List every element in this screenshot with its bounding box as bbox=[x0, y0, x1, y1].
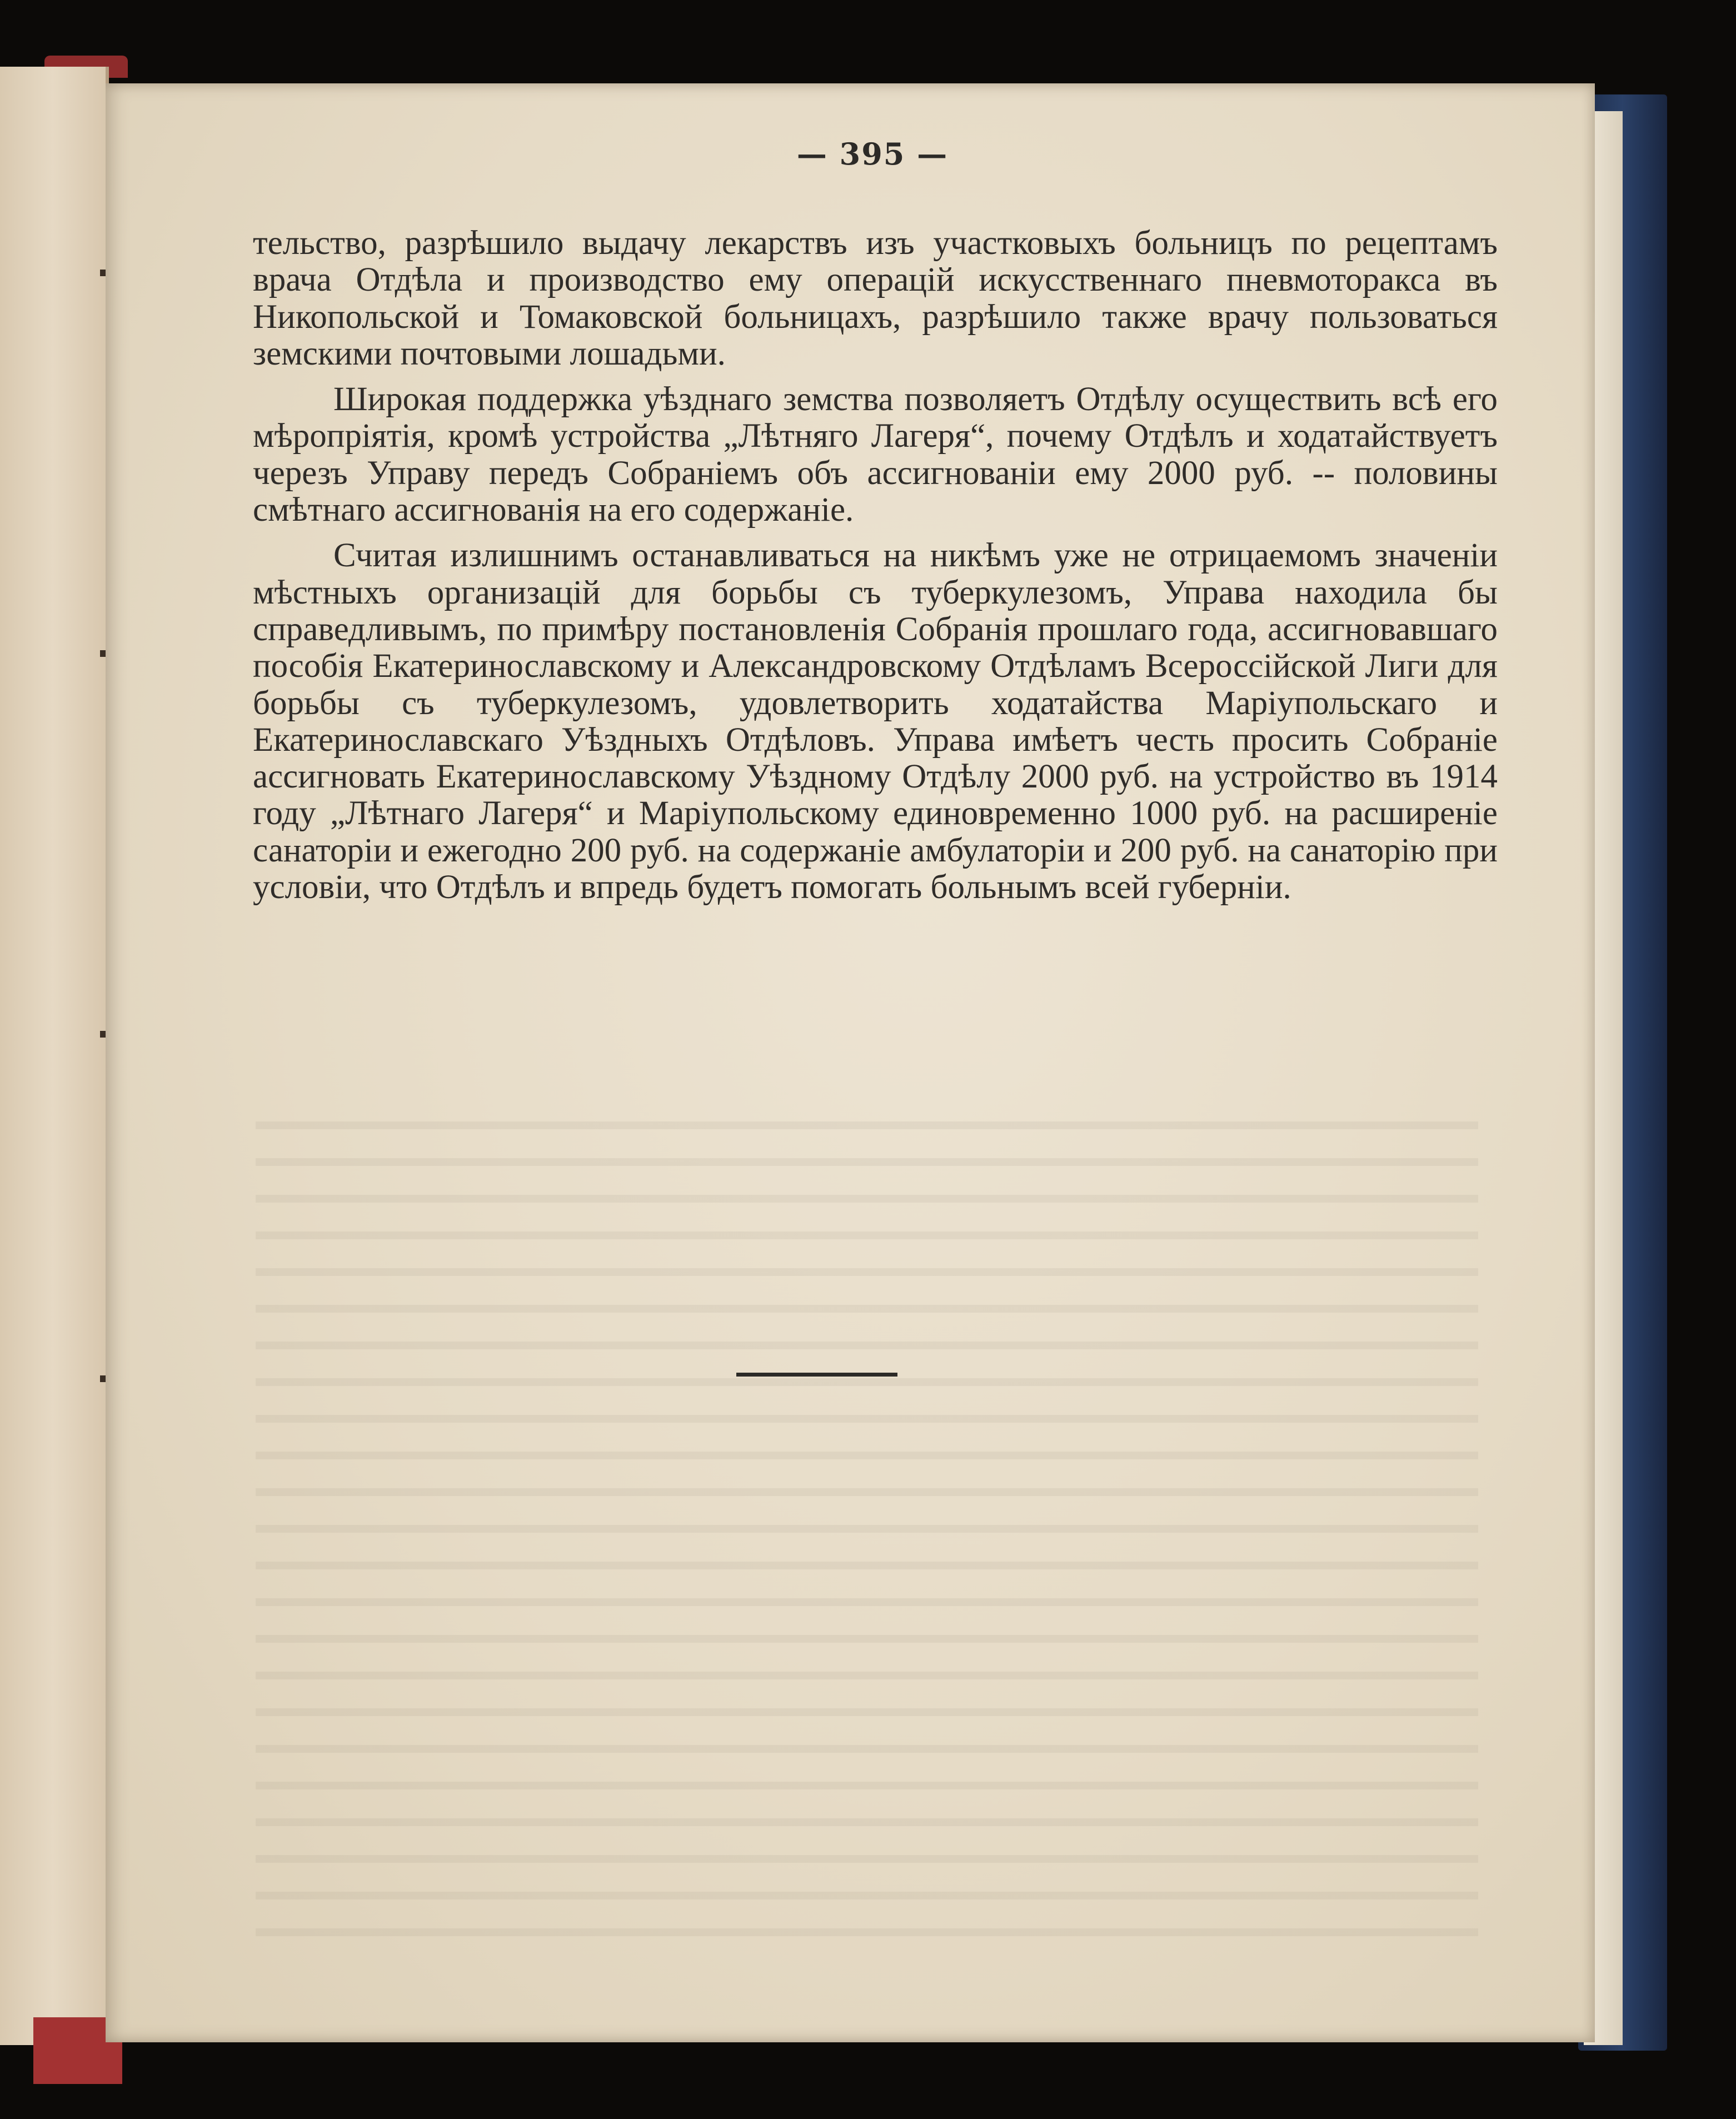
previous-page-edge bbox=[0, 67, 109, 2045]
page-number: — 395 — bbox=[796, 136, 949, 172]
section-separator-rule bbox=[736, 1373, 897, 1377]
paragraph-continuation: тельство, разрѣшило выдачу лекарствъ изъ участковыхъ больницъ по рецептамъ врача Отдѣла и производство ему операцій искусственнаго пневмоторакса въ Никопольской и Томаковской больницахъ, разрѣшило также врачу пользоваться земскими почтовыми лошадьми. bbox=[253, 225, 1498, 372]
body-text bbox=[253, 225, 1498, 915]
paragraph-support: Широкая поддержка уѣзднаго земства позволяетъ Отдѣлу осуществить всѣ его мѣропріятія, кромѣ устройства „Лѣтняго Лагеря“, почему Отдѣлъ и ходатайствуетъ черезъ Управу передъ Собраніемъ объ ассигнованіи ему 2000 руб. -- половины смѣтнаго ассигнованія на его содержаніе. bbox=[253, 381, 1498, 529]
document-page bbox=[106, 83, 1595, 2042]
reverse-side-bleed bbox=[256, 1100, 1478, 1962]
paragraph-request: Считая излишнимъ останавливаться на никѣмъ уже не отрицаемомъ значеніи мѣстныхъ организацій для борьбы съ туберкулезомъ, Управа находила бы справедливымъ, по примѣру постановленія Собранія прошлаго года, ассигновавшаго пособія Екатеринославскому и Александровскому Отдѣламъ Всероссійской Лиги для борьбы съ туберкулезомъ, удовлетворить ходатайства Маріупольскаго и Екатеринославскаго Уѣздныхъ Отдѣловъ. Управа имѣетъ честь просить Собраніе ассигновать Екатеринославскому Уѣздному Отдѣлу 2000 руб. на устройство въ 1914 году „Лѣтнаго Лагеря“ и Маріупольскому единовременно 1000 руб. на расширеніе санаторіи и ежегодно 200 руб. на содержаніе амбулаторіи и 200 руб. на санаторію при условіи, что Отдѣлъ и впредь будетъ помогать больнымъ всей губерніи. bbox=[253, 537, 1498, 906]
